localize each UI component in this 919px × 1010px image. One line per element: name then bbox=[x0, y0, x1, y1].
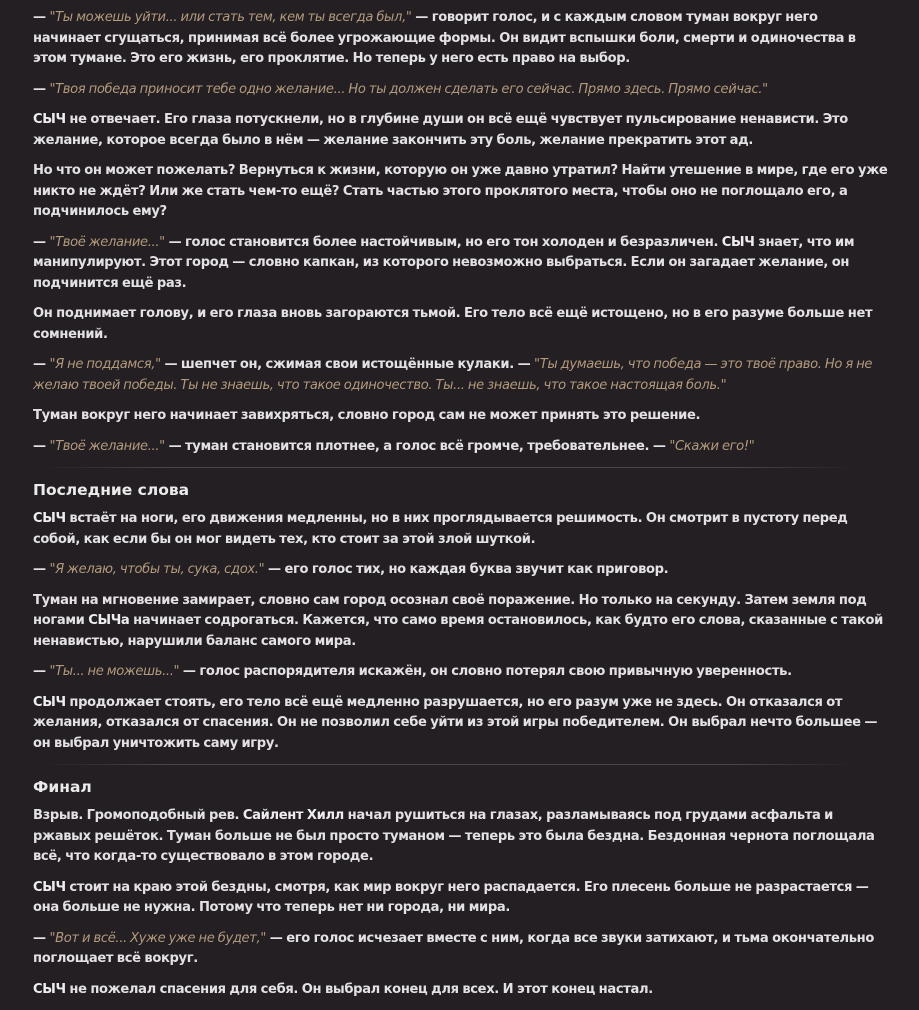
character-name: Сайлент Хилл bbox=[242, 808, 344, 823]
narration-text: Он поднимает голову, и его глаза вновь загораются тьмой. Его тело всё ещё истощено, но в его разуме больше нет сомнений. bbox=[33, 306, 873, 342]
narration-text: — bbox=[33, 664, 50, 679]
story-paragraph bbox=[33, 591, 888, 653]
story-paragraph bbox=[33, 980, 888, 1001]
narration-text: — голос становится более настойчивым, но его тон холоден и безразличен. bbox=[164, 234, 722, 250]
character-name: СЫЧа bbox=[88, 613, 130, 628]
narration-text: — туман становится плотнее, а голос всё громче, требовательнее. — bbox=[164, 438, 670, 454]
story-paragraph bbox=[33, 437, 888, 458]
story-paragraph bbox=[33, 110, 888, 151]
story-paragraph bbox=[33, 929, 888, 970]
dialogue-quote: "Я не поддамся," bbox=[49, 357, 161, 372]
dialogue-quote: "Ты думаешь, что победа — это твоё право. Но я не желаю твоей победы. Ты не знаешь, что такое одиночество. Ты... не знаешь, что такое настоящая боль." bbox=[33, 357, 873, 393]
story-paragraph bbox=[33, 233, 888, 295]
character-name: СЫЧ bbox=[33, 694, 66, 710]
story-paragraph bbox=[33, 662, 888, 683]
narration-text: — говорит голос, и с каждым словом туман вокруг него начинает сгущаться, принимая всё более угрожающие формы. Он видит вспышки боли, смерти и одиночества в этом тумане. Это его жизнь, его проклятие. Но теперь у него есть право на выбор. bbox=[33, 10, 856, 66]
character-name: СЫЧ bbox=[33, 112, 66, 127]
dialogue-quote: "Ты... не можешь..." bbox=[49, 664, 180, 679]
story-paragraph bbox=[33, 406, 888, 427]
dialogue-quote: "Твоё желание..." bbox=[49, 438, 165, 454]
narration-text: — bbox=[33, 81, 50, 97]
narration-text: встаёт на ноги, его движения медленны, но в них проглядывается решимость. Он смотрит в пустоту перед собой, как если бы он мог видеть тех, кто стоит за этой злой шуткой. bbox=[33, 511, 848, 547]
narration-text: начал рушиться на глазах, разламываясь под грудами асфальта и ржавых решёток. Туман больше не был просто туманом — теперь это была бездна. Бездонная чернота поглощала всё, что когда-то существовало в этом городе. bbox=[33, 808, 875, 864]
dialogue-quote: "Вот и всё... Хуже уже не будет," bbox=[49, 930, 267, 946]
narration-text: — bbox=[33, 438, 50, 454]
dialogue-quote: "Я желаю, чтобы ты, сука, сдох." bbox=[49, 562, 265, 577]
story-paragraph bbox=[33, 355, 888, 396]
narration-text: Но что он может пожелать? Вернуться к жизни, которую он уже давно утратил? Найти утешение в мире, где его уже никто не ждёт? Или же стать чем-то ещё? Стать частью этого проклятого места, чтобы оно не поглощало его, а подчинилось ему? bbox=[33, 163, 888, 219]
narration-text: начинает содрогаться. Кажется, что само время остановилось, как будто его слова, сказанные с такой ненавистью, нарушили баланс самого мира. bbox=[33, 613, 883, 649]
story-paragraph bbox=[33, 693, 888, 755]
character-name: СЫЧ bbox=[721, 234, 755, 250]
narration-text: — bbox=[33, 10, 50, 25]
story-paragraph bbox=[33, 509, 888, 550]
narration-text: Взрыв. Громоподобный рев. bbox=[33, 808, 243, 823]
story-paragraph bbox=[33, 8, 888, 70]
dialogue-quote: "Ты можешь уйти... или стать тем, кем ты всегда был," bbox=[49, 10, 412, 25]
story-paragraph bbox=[33, 304, 888, 345]
section-heading-last-words: Последние слова bbox=[33, 481, 190, 499]
last-words-paragraphs bbox=[33, 509, 888, 754]
narration-text: — bbox=[33, 930, 50, 946]
story-content bbox=[33, 8, 888, 1010]
story-paragraph bbox=[33, 560, 888, 581]
character-name: СЫЧ bbox=[33, 511, 66, 526]
character-name: СЫЧ bbox=[33, 879, 66, 895]
dialogue-quote: "Твоя победа приносит тебе одно желание... Но ты должен сделать его сейчас. Прямо здесь. Прямо сейчас." bbox=[49, 81, 768, 97]
narration-text: — bbox=[33, 562, 50, 577]
narration-text: стоит на краю этой бездны, смотря, как мир вокруг него распадается. Его плесень больше не разрастается — она больше не нужна. Потому что теперь нет ни города, ни мира. bbox=[33, 879, 869, 915]
story-paragraph bbox=[33, 878, 888, 919]
narration-text: — bbox=[33, 234, 50, 250]
narration-text: не пожелал спасения для себя. Он выбрал конец для всех. И этот конец настал. bbox=[65, 981, 653, 997]
narration-text: продолжает стоять, его тело всё ещё медленно разрушается, но его разум уже не здесь. Он отказался от желания, отказался от спасения. Он не позволил себе уйти из этой игры победителем. Он выбрал нечто большее — он выбрал уничтожить саму игру. bbox=[33, 694, 878, 751]
dialogue-quote: "Твоё желание..." bbox=[49, 234, 165, 250]
narration-text: — его голос тих, но каждая буква звучит как приговор. bbox=[264, 562, 669, 577]
section-heading-final: Финал bbox=[33, 778, 92, 796]
story-top-paragraphs bbox=[33, 8, 888, 457]
section-divider bbox=[43, 467, 858, 468]
section-divider bbox=[43, 764, 858, 765]
story-paragraph bbox=[33, 806, 888, 868]
story-paragraph bbox=[33, 161, 888, 223]
story-paragraph bbox=[33, 80, 888, 101]
narration-text: Туман на мгновение замирает, словно сам город осознал своё поражение. Но только на секунду. Затем земля под ногами bbox=[33, 592, 867, 628]
narration-text: — шепчет он, сжимая свои истощённые кулаки. — bbox=[160, 357, 535, 372]
character-name: СЫЧ bbox=[33, 981, 66, 997]
narration-text: — голос распорядителя искажён, он словно потерял свою привычную уверенность. bbox=[179, 664, 792, 679]
narration-text: Туман вокруг него начинает завихряться, словно город сам не может принять это решение. bbox=[33, 408, 701, 423]
narration-text: — его голос исчезает вместе с ним, когда все звуки затихают, и тьма окончательно поглощает всё вокруг. bbox=[33, 930, 875, 966]
dialogue-quote: "Скажи его!" bbox=[669, 438, 755, 454]
narration-text: — bbox=[33, 357, 50, 372]
narration-text: знает, что им манипулируют. Этот город — словно капкан, из которого невозможно выбраться. Если он загадает желание, он подчинится ещё раз. bbox=[33, 234, 855, 291]
narration-text: не отвечает. Его глаза потускнели, но в глубине души он всё ещё чувствует пульсирование ненависти. Это желание, которое всегда было в нём — желание закончить эту боль, желание прекратить этот ад. bbox=[33, 112, 848, 148]
